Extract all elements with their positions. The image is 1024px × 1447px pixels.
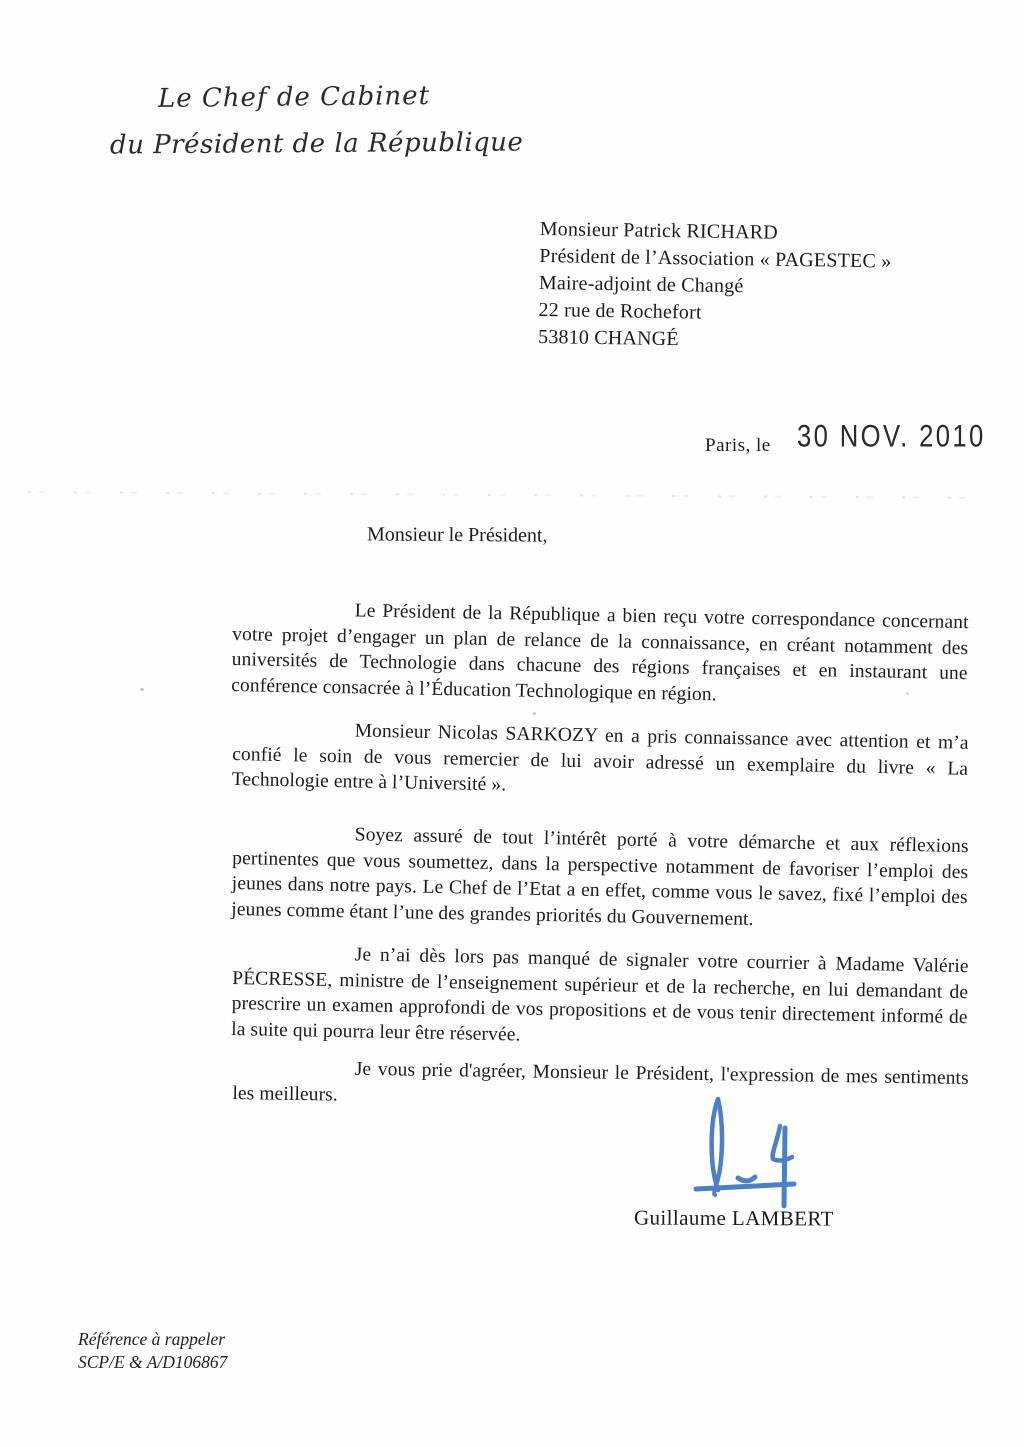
reference-label: Référence à rappeler: [78, 1329, 226, 1349]
body-paragraph-2: Monsieur Nicolas SARKOZY en a pris connaissance avec attention et m’a confié le soin de vous remercier de lui avoir adressé un exemplaire du livre « La Technologie entre à l’Université ».: [231, 720, 969, 796]
letterhead-line2: du Président de la République: [109, 127, 524, 161]
recipient-street: 22 rue de Rochefort: [538, 298, 702, 324]
body-paragraph-3: Soyez assuré de tout l’intérêt porté à votre démarche et aux réflexions pertinentes que vous soumettez, dans la perspective notamment de favoriser l’emploi des jeunes dans notre pays. Le Chef de l’Etat a en effet, comme vous le savez, fixé l’emploi des jeunes comme étant l’une des grandes priorités du Gouvernement.: [231, 824, 969, 930]
recipient-name: Monsieur Patrick RICHARD: [539, 217, 779, 244]
dateline-place: Paris, le: [705, 435, 771, 456]
recipient-city: 53810 CHANGÉ: [537, 325, 679, 351]
reference-block: [78, 1328, 227, 1374]
reference-code: SCP/E & A/D106867: [78, 1352, 228, 1372]
scan-artifact-line: [28, 491, 986, 499]
letterhead-line1: Le Chef de Cabinet: [157, 81, 431, 114]
recipient-address: [538, 216, 892, 357]
scan-speckle: [140, 688, 144, 691]
salutation: Monsieur le Président,: [366, 523, 548, 547]
signature-ink: [688, 1092, 820, 1212]
body-paragraph-1: Le Président de la République a bien reçu votre correspondance concernant votre projet d’engager un plan de relance de la connaissance, en créant notamment des universités de Technologie dans chacune des régions françaises et en instaurant une conférence consacrée à l’Éducation Technologique en région.: [231, 600, 969, 705]
recipient-title: Président de l’Association « PAGESTEC »: [539, 244, 892, 273]
letterhead: [0, 82, 523, 159]
scan-speckle: [533, 712, 536, 715]
recipient-role: Maire-adjoint de Changé: [538, 271, 744, 298]
date-stamp: 30 NOV. 2010: [796, 418, 986, 454]
dateline: [705, 418, 995, 456]
body-paragraph-4: Je n’ai dès lors pas manqué de signaler votre courrier à Madame Valérie PÉCRESSE, ministre de l’enseignement supérieur et de la recherche, en lui demandant de prescrire un examen approfondi de vos propositions et de vous tenir directement informé de la suite qui pourra leur être réservée.: [231, 944, 969, 1046]
closing-paragraph: Je vous prie d'agréer, Monsieur le Président, l'expression de mes sentiments les meilleurs.: [232, 1058, 969, 1106]
signer-name: Guillaume LAMBERT: [633, 1205, 834, 1231]
